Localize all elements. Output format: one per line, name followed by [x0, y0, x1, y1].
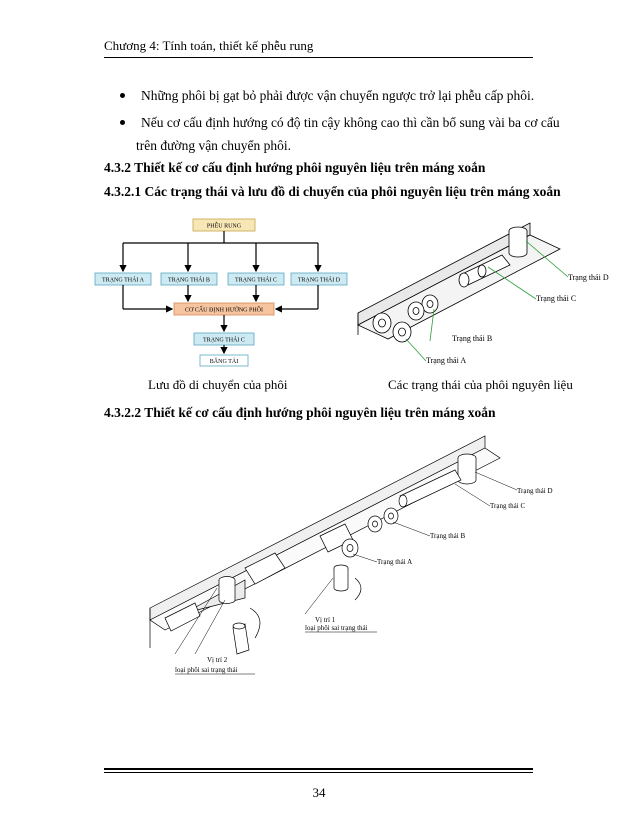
- figure-1: [90, 205, 609, 375]
- fig2-state-c-label: Trạng thái C: [490, 502, 526, 510]
- bullet-item-1: [120, 88, 534, 104]
- flow-text-mechanism: CƠ CẤU ĐỊNH HƯỚNG PHÔI: [185, 307, 263, 314]
- flow-text-state-a: TRẠNG THÁI A: [102, 277, 144, 284]
- flow-text-state-d: TRẠNG THÁI D: [297, 277, 341, 284]
- section-heading-4-3-2-2: 4.3.2.2 Thiết kế cơ cấu định hướng phôi nguyên liệu trên máng xoắn: [104, 405, 496, 420]
- state-c-label: Trạng thái C: [536, 294, 577, 303]
- fig2-state-d-label: Trạng thái D: [517, 487, 553, 495]
- state-a-label: Trạng thái A: [426, 356, 467, 365]
- section-heading-4-3-2-1: 4.3.2.1 Các trạng thái và lưu đồ di chuyển của phôi nguyên liệu trên máng xoắn: [104, 184, 561, 199]
- bullet-dot: [120, 93, 125, 98]
- position-1-title: Vị trí 1: [315, 616, 336, 624]
- flow-text-state-c: TRẠNG THÁI C: [235, 277, 277, 284]
- caption-states: Các trạng thái của phôi nguyên liệu: [388, 377, 573, 392]
- flowchart: [95, 219, 347, 366]
- figure-2: [145, 428, 565, 688]
- flow-text-result: TRẠNG THÁI C: [203, 337, 245, 344]
- parts-states-drawing: [358, 223, 560, 342]
- state-d-label: Trạng thái D: [568, 273, 609, 282]
- flow-text-state-b: TRẠNG THÁI B: [168, 277, 210, 284]
- bullet-item-2: [120, 115, 560, 131]
- section-heading-4-3-2: 4.3.2 Thiết kế cơ cấu định hướng phôi nguyên liệu trên máng xoắn: [104, 160, 486, 175]
- caption-flowchart: Lưu đồ di chuyển của phôi: [148, 377, 288, 392]
- footer-rule-thick: [104, 768, 533, 770]
- bullet-text-1: Những phôi bị gạt bỏ phải được vận chuyển ngược trở lại phễu cấp phôi.: [141, 88, 535, 103]
- fig2-state-b-label: Trạng thái B: [430, 532, 466, 540]
- page-number: 34: [312, 785, 326, 800]
- position-1-sub: loại phôi sai trạng thái: [305, 624, 368, 632]
- state-b-label: Trạng thái B: [452, 334, 493, 343]
- flow-text-conveyor: BĂNG TẢI: [209, 359, 239, 365]
- flow-text-hopper: PHỄU RUNG: [206, 223, 242, 230]
- fig2-state-a-label: Trạng thái A: [377, 558, 413, 566]
- bullet-text-2: Nếu cơ cấu định hướng có độ tin cậy không cao thì cần bổ sung vài ba cơ cấu: [141, 115, 560, 130]
- footer-rule-thin: [104, 772, 533, 773]
- header-rule: [104, 57, 533, 58]
- page-header: Chương 4: Tính toán, thiết kế phễu rung: [104, 38, 314, 53]
- position-2-title: Vị trí 2: [207, 656, 228, 664]
- bullet-dot: [120, 120, 125, 125]
- bullet-continuation: trên đường vận chuyển phôi.: [136, 138, 292, 153]
- position-2-sub: loại phôi sai trạng thái: [175, 666, 238, 674]
